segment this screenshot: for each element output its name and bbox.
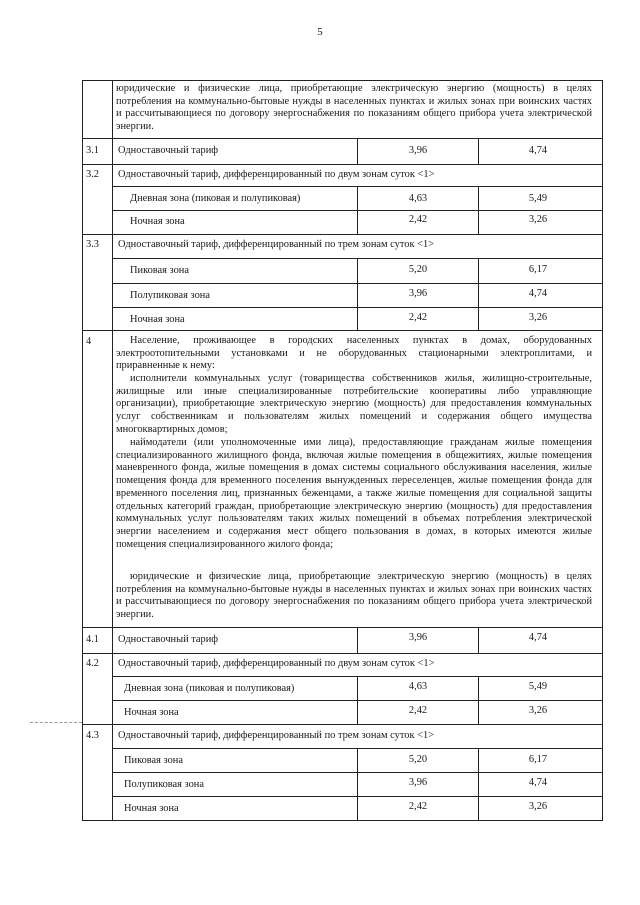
zone-label: Дневная зона (пиковая и полупиковая)	[124, 683, 295, 694]
value-cell: 5,49	[528, 193, 548, 204]
section-number: 4	[86, 336, 92, 347]
table-border-left	[82, 80, 83, 821]
row-line	[82, 653, 603, 654]
table-border-bottom	[82, 820, 603, 821]
tariff-label: Одноставочный тариф, дифференцированный по двум зонам суток <1>	[118, 169, 435, 180]
table-border-num	[112, 80, 113, 821]
row-line	[112, 772, 603, 773]
section4-intro: Население, проживающее в городских населенных пунктах в домах, оборудованных электроотопительными установками и не оборудованных стационарными электроплитами, и приравненные к нему:	[116, 335, 592, 372]
value-cell: 3,26	[528, 214, 548, 225]
zone-label: Ночная зона	[124, 803, 179, 814]
value-cell: 5,49	[528, 681, 548, 692]
section-number: 4.1	[86, 634, 99, 645]
section-number: 4.3	[86, 730, 99, 741]
zone-label: Ночная зона	[130, 216, 185, 227]
tariff-label: Одноставочный тариф	[118, 145, 219, 156]
row-line	[112, 700, 603, 701]
value-cell: 3,96	[408, 145, 428, 156]
value-cell: 3,96	[408, 288, 428, 299]
value-cell: 3,96	[408, 632, 428, 643]
col-sep	[357, 627, 358, 653]
value-cell: 5,20	[408, 754, 428, 765]
value-cell: 3,96	[408, 777, 428, 788]
section4-paragraph: наймодатели (или уполномоченные ими лица), предоставляющие гражданам жилые помещения специализированного жилищного фонда, включая жилые помещения в общежитиях, жилые помещения маневренного фонда, жилые помещения в домах системы социального обслуживания населения, жилые помещения фонда для временного поселения вынужденных переселенцев, жилые помещения фонда для временного поселения лиц, признанных беженцами, а также жилые помещения для социальной защиты отдельных категорий граждан, приобретающие электрическую энергию (мощность) для предоставления коммунальных услуг пользователям таких жилых помещений в объемах потребления электрической энергии населением и содержания мест общего пользования в домах, в которых имеются жилые помещения специализированного жилого фонда;	[116, 437, 592, 550]
value-cell: 3,26	[528, 801, 548, 812]
row-line	[112, 210, 603, 211]
zone-label: Полупиковая зона	[124, 779, 204, 790]
col-sep	[478, 258, 479, 330]
zone-label: Полупиковая зона	[130, 290, 210, 301]
value-cell: 2,42	[408, 214, 428, 225]
value-cell: 4,63	[408, 193, 428, 204]
scan-mark	[30, 722, 82, 723]
col-sep	[478, 138, 479, 164]
row-line	[112, 283, 603, 284]
col-sep	[478, 748, 479, 820]
row-line	[82, 234, 603, 235]
row-line	[112, 796, 603, 797]
top-block-text: юридические и физические лица, приобретающие электрическую энергию (мощность) в целях потребления на коммунально-бытовые нужды в населенных пунктах и жилых зонах при воинских частях и рассчитывающиеся по договору энергоснабжения по показаниям общего прибора учета электрической энергии.	[116, 83, 592, 133]
col-sep	[478, 627, 479, 653]
value-cell: 3,26	[528, 312, 548, 323]
value-cell: 4,74	[528, 288, 548, 299]
col-sep	[357, 258, 358, 330]
table-border-top	[82, 80, 603, 81]
section-number: 3.2	[86, 169, 99, 180]
tariff-label: Одноставочный тариф, дифференцированный по трем зонам суток <1>	[118, 730, 435, 741]
row-line	[82, 330, 603, 331]
section-number: 3.3	[86, 239, 99, 250]
row-line	[82, 627, 603, 628]
row-line	[112, 307, 603, 308]
value-cell: 6,17	[528, 264, 548, 275]
col-sep	[357, 138, 358, 164]
value-cell: 4,74	[528, 777, 548, 788]
page-number: 5	[317, 26, 323, 38]
value-cell: 6,17	[528, 754, 548, 765]
tariff-label: Одноставочный тариф	[118, 634, 219, 645]
zone-label: Пиковая зона	[130, 265, 189, 276]
zone-label: Дневная зона (пиковая и полупиковая)	[130, 193, 301, 204]
value-cell: 3,26	[528, 705, 548, 716]
section4-paragraph: юридические и физические лица, приобретающие электрическую энергию (мощность) в целях потребления на коммунально-бытовые нужды в населенных пунктах и жилых зонах при воинских частях и рассчитывающиеся по договору энергоснабжения по показаниям общего прибора учета электрической энергии.	[116, 571, 592, 621]
value-cell: 5,20	[408, 264, 428, 275]
row-line	[82, 138, 603, 139]
zone-label: Ночная зона	[130, 314, 185, 325]
zone-label: Пиковая зона	[124, 755, 183, 766]
value-cell: 4,74	[528, 145, 548, 156]
value-cell: 2,42	[408, 312, 428, 323]
section-number: 3.1	[86, 145, 99, 156]
row-line	[82, 724, 603, 725]
row-line	[82, 164, 603, 165]
value-cell: 2,42	[408, 801, 428, 812]
tariff-label: Одноставочный тариф, дифференцированный по трем зонам суток <1>	[118, 239, 435, 250]
value-cell: 4,63	[408, 681, 428, 692]
value-cell: 4,74	[528, 632, 548, 643]
col-sep	[357, 748, 358, 820]
value-cell: 2,42	[408, 705, 428, 716]
table-border-right	[602, 80, 603, 821]
section-number: 4.2	[86, 658, 99, 669]
tariff-label: Одноставочный тариф, дифференцированный по двум зонам суток <1>	[118, 658, 435, 669]
section4-paragraph: исполнители коммунальных услуг (товарищества собственников жилья, жилищно-строительные, жилищные или иные специализированные потребительские кооперативы либо управляющие организации), приобретающие электрическую энергию (мощность) для предоставления коммунальных услуг собственникам и пользователям жилых помещений и содержания общего имущества многоквартирных домов;	[116, 373, 592, 435]
zone-label: Ночная зона	[124, 707, 179, 718]
